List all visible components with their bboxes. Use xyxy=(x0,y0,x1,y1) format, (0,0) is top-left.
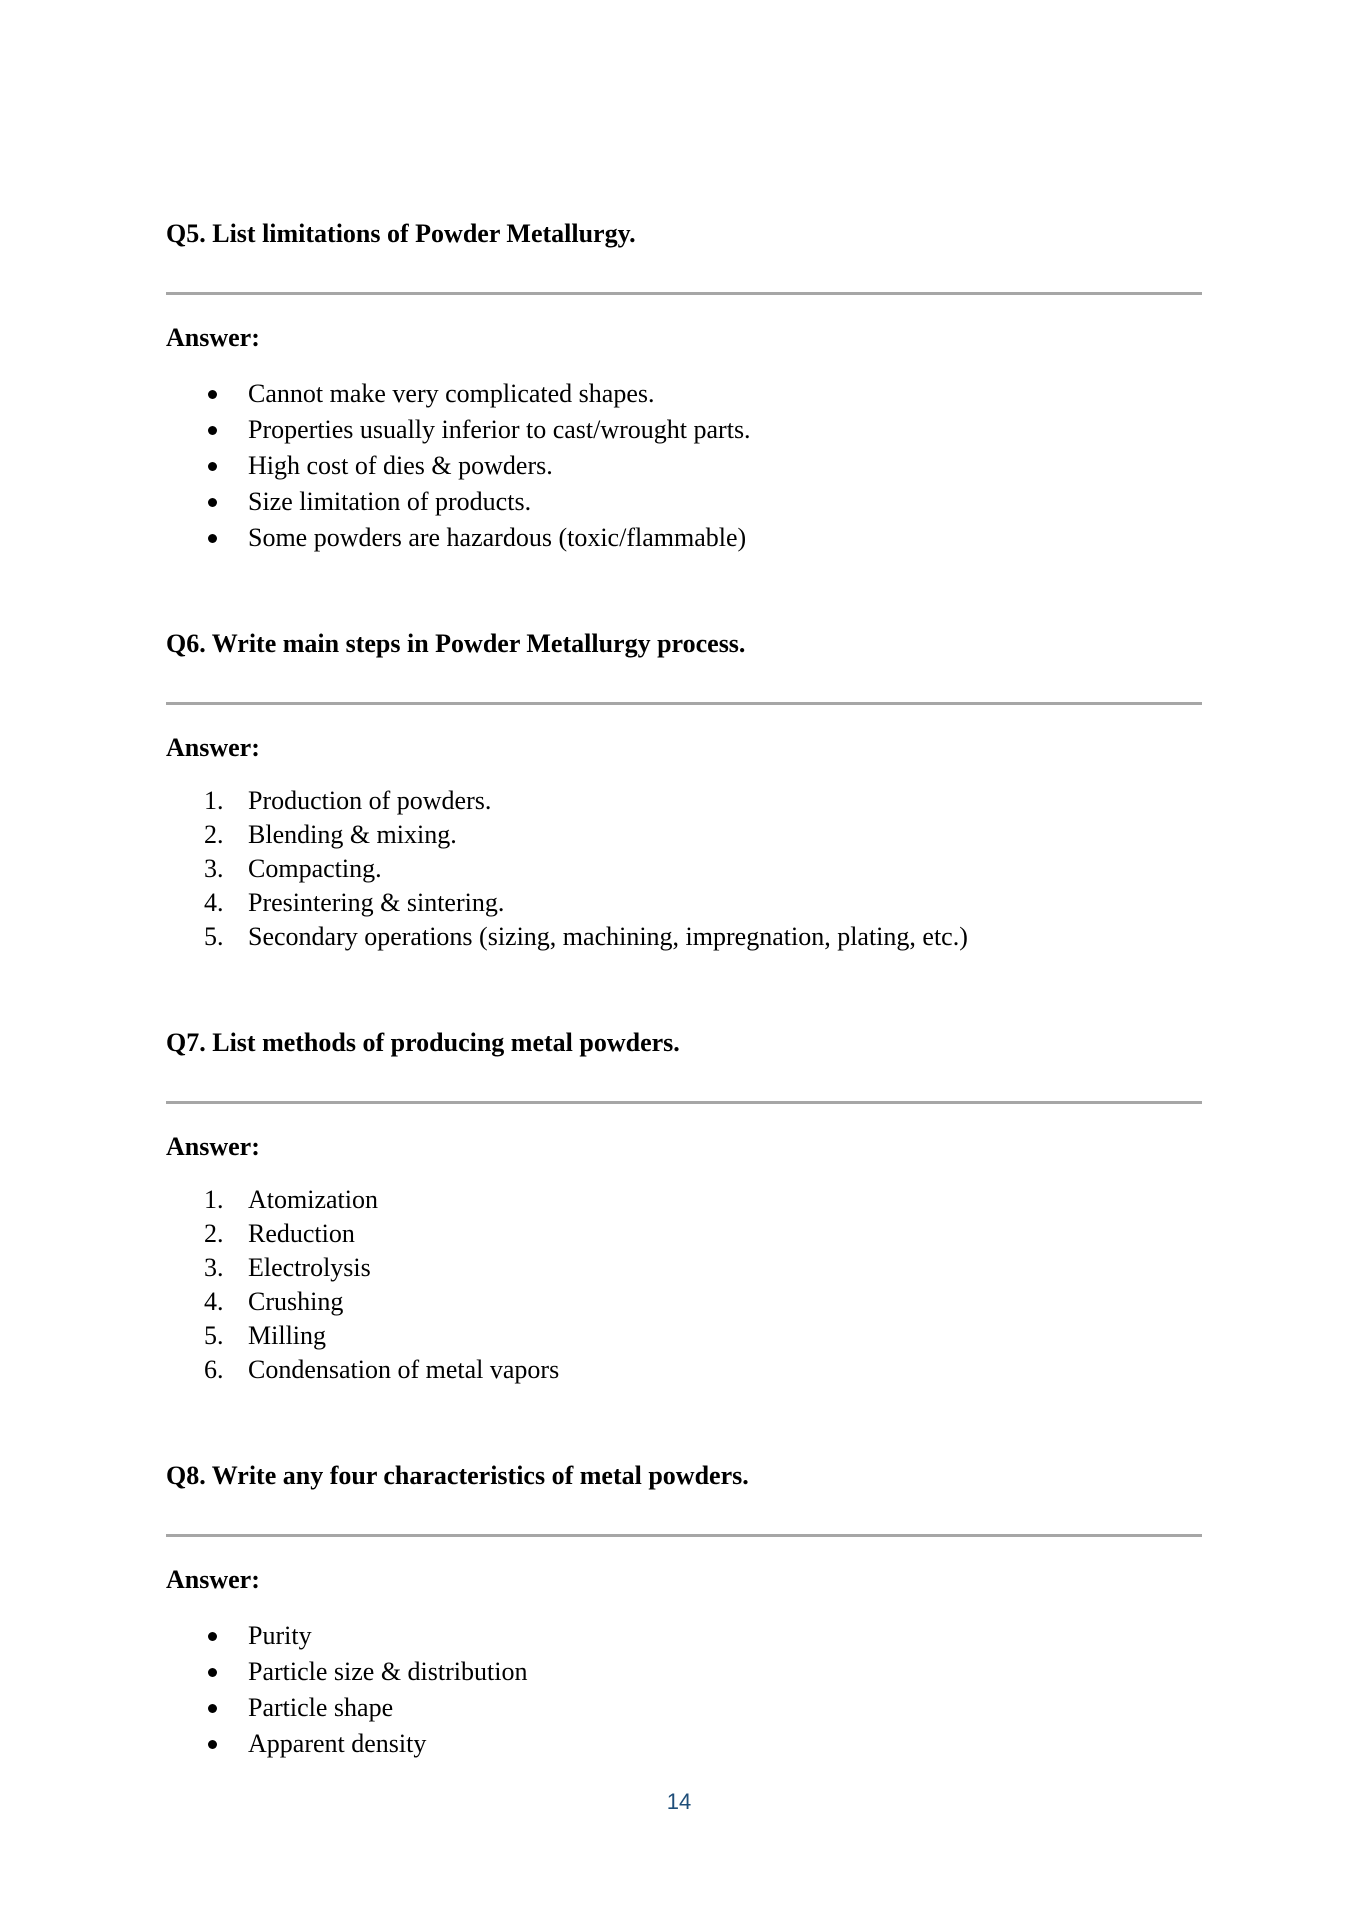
list-item-text: Size limitation of products. xyxy=(248,487,532,516)
list-item-text: Particle shape xyxy=(248,1693,394,1722)
list-item-text: Milling xyxy=(248,1321,327,1350)
list-item-text: Atomization xyxy=(248,1185,378,1214)
list-item-text: Compacting. xyxy=(248,854,382,883)
bullet-marker xyxy=(208,1740,217,1749)
bullet-marker xyxy=(208,534,217,543)
list-item-text: Condensation of metal vapors xyxy=(248,1355,560,1384)
list-item-text: Production of powders. xyxy=(248,786,492,815)
list-number: 5. xyxy=(204,1321,224,1350)
list-item-text: Particle size & distribution xyxy=(248,1657,528,1686)
bullet-marker xyxy=(208,1704,217,1713)
bullet-marker xyxy=(208,462,217,471)
list-number: 2. xyxy=(204,820,224,849)
list-item-text: Cannot make very complicated shapes. xyxy=(248,379,655,408)
list-number: 1. xyxy=(204,786,224,815)
bullet-marker xyxy=(208,1632,217,1641)
answer-label: Answer: xyxy=(166,323,260,352)
bullet-marker xyxy=(208,390,217,399)
list-item-text: Properties usually inferior to cast/wrought parts. xyxy=(248,415,751,444)
list-item-text: Electrolysis xyxy=(248,1253,371,1282)
list-number: 6. xyxy=(204,1355,224,1384)
list-item-text: Blending & mixing. xyxy=(248,820,457,849)
page-number: 14 xyxy=(666,1789,692,1814)
list-number: 3. xyxy=(204,1253,224,1282)
list-item-text: Apparent density xyxy=(248,1729,427,1758)
answer-label: Answer: xyxy=(166,1565,260,1594)
bullet-marker xyxy=(208,1668,217,1677)
question-heading: Q6. Write main steps in Powder Metallurgy process. xyxy=(166,629,746,658)
list-number: 4. xyxy=(204,888,224,917)
divider-rule xyxy=(166,1534,1202,1537)
question-heading: Q7. List methods of producing metal powders. xyxy=(166,1028,680,1057)
list-item-text: Secondary operations (sizing, machining, impregnation, plating, etc.) xyxy=(248,922,968,951)
list-number: 1. xyxy=(204,1185,224,1214)
answer-label: Answer: xyxy=(166,1132,260,1161)
list-item-text: Crushing xyxy=(248,1287,344,1316)
question-heading: Q8. Write any four characteristics of metal powders. xyxy=(166,1461,749,1490)
divider-rule xyxy=(166,292,1202,295)
list-number: 4. xyxy=(204,1287,224,1316)
list-item-text: Reduction xyxy=(248,1219,355,1248)
list-item-text: Purity xyxy=(248,1621,312,1650)
list-number: 3. xyxy=(204,854,224,883)
divider-rule xyxy=(166,702,1202,705)
question-heading: Q5. List limitations of Powder Metallurgy. xyxy=(166,219,636,248)
divider-rule xyxy=(166,1101,1202,1104)
list-number: 5. xyxy=(204,922,224,951)
bullet-marker xyxy=(208,426,217,435)
list-item-text: Presintering & sintering. xyxy=(248,888,505,917)
list-item-text: Some powders are hazardous (toxic/flammable) xyxy=(248,523,747,552)
bullet-marker xyxy=(208,498,217,507)
list-number: 2. xyxy=(204,1219,224,1248)
answer-label: Answer: xyxy=(166,733,260,762)
list-item-text: High cost of dies & powders. xyxy=(248,451,553,480)
